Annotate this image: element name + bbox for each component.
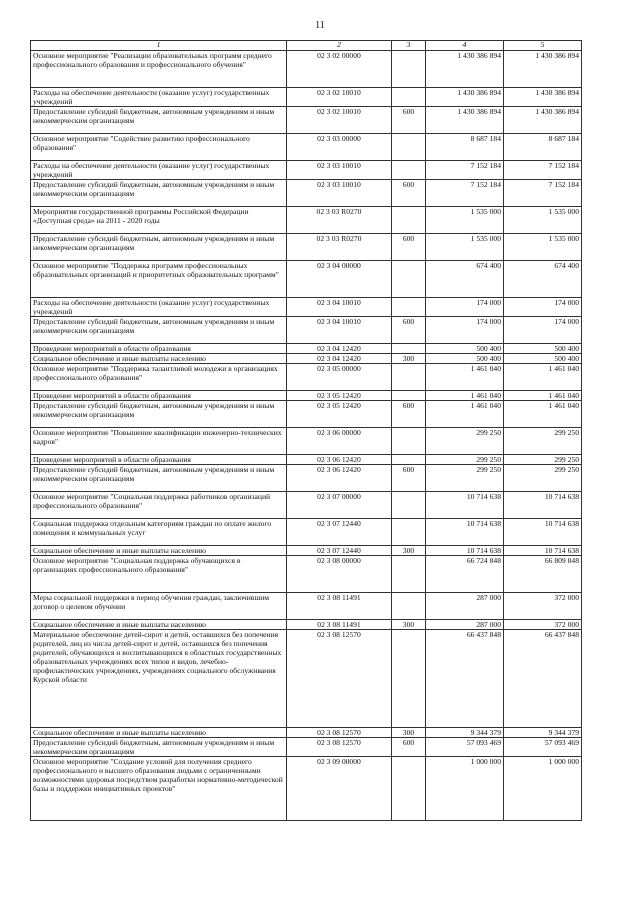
table-row [31, 391, 582, 401]
item-name: Основное мероприятие "Поддержка талантливой молодежи в организациях профессионального образования" [31, 364, 287, 391]
table-row [31, 546, 582, 556]
table-row [31, 161, 582, 180]
expense-type [392, 757, 426, 821]
budget-code: 02 3 08 00000 [287, 556, 392, 593]
budget-code: 02 3 08 11491 [287, 620, 392, 630]
budget-code: 02 3 03 R0270 [287, 207, 392, 234]
item-name: Социальное обеспечение и иные выплаты населению [31, 546, 287, 556]
amount-year-1: 500 400 [426, 354, 504, 364]
expense-type [392, 88, 426, 107]
budget-code: 02 3 06 12420 [287, 465, 392, 492]
amount-year-1: 287 000 [426, 620, 504, 630]
column-header: 1 [31, 41, 287, 51]
amount-year-2: 10 714 638 [504, 492, 582, 519]
amount-year-2: 174 000 [504, 317, 582, 344]
item-name: Предоставление субсидий бюджетным, автономным учреждениям и иным некоммерческим организациям [31, 234, 287, 261]
amount-year-1: 1 461 040 [426, 391, 504, 401]
budget-table [30, 40, 582, 821]
amount-year-2: 9 344 379 [504, 728, 582, 738]
amount-year-1: 66 437 848 [426, 630, 504, 728]
amount-year-1: 1 430 386 894 [426, 107, 504, 134]
budget-code: 02 3 04 10010 [287, 298, 392, 317]
amount-year-1: 7 152 184 [426, 161, 504, 180]
budget-code: 02 3 08 12570 [287, 630, 392, 728]
item-name: Основное мероприятие "Создание условий для получения среднего профессионального и высшего образования людьми с ограниченными возможностями здоровья посредством разработки нормативно-методической базы и поддержки инициативных проектов" [31, 757, 287, 821]
budget-code: 02 3 03 10010 [287, 161, 392, 180]
item-name: Расходы на обеспечение деятельности (оказание услуг) государственных учреждений [31, 88, 287, 107]
page-number: 11 [315, 20, 325, 31]
expense-type: 600 [392, 401, 426, 428]
table-row [31, 317, 582, 344]
budget-code: 02 3 08 11491 [287, 593, 392, 620]
item-name: Социальное обеспечение и иные выплаты населению [31, 728, 287, 738]
item-name: Основное мероприятие "Социальная поддержка работников организаций профессионального образования" [31, 492, 287, 519]
amount-year-1: 57 093 469 [426, 738, 504, 757]
expense-type [392, 51, 426, 88]
expense-type [392, 207, 426, 234]
table-row [31, 519, 582, 546]
amount-year-2: 1 430 386 894 [504, 51, 582, 88]
item-name: Социальная поддержка отдельным категориям граждан по оплате жилого помещения и коммунальных услуг [31, 519, 287, 546]
amount-year-2: 299 250 [504, 465, 582, 492]
amount-year-1: 299 250 [426, 465, 504, 492]
item-name: Основное мероприятие "Поддержка программ профессиональных образовательных организаций и приоритетных образовательных программ" [31, 261, 287, 298]
column-header: 4 [426, 41, 504, 51]
amount-year-2: 8 687 184 [504, 134, 582, 161]
expense-type: 600 [392, 180, 426, 207]
item-name: Предоставление субсидий бюджетным, автономным учреждениям и иным некоммерческим организациям [31, 107, 287, 134]
expense-type [392, 593, 426, 620]
item-name: Проведение мероприятий в области образования [31, 344, 287, 354]
table-row [31, 354, 582, 364]
amount-year-1: 287 000 [426, 593, 504, 620]
amount-year-1: 1 430 386 894 [426, 51, 504, 88]
amount-year-1: 1 535 000 [426, 207, 504, 234]
amount-year-2: 500 400 [504, 354, 582, 364]
amount-year-2: 1 430 386 894 [504, 107, 582, 134]
amount-year-2: 1 535 000 [504, 207, 582, 234]
expense-type: 300 [392, 728, 426, 738]
amount-year-1: 674 400 [426, 261, 504, 298]
item-name: Мероприятия государственной программы Российской Федерации «Доступная среда» на 2011 - 2020 годы [31, 207, 287, 234]
amount-year-1: 1 430 386 894 [426, 88, 504, 107]
amount-year-1: 299 250 [426, 428, 504, 455]
expense-type [392, 391, 426, 401]
amount-year-1: 500 400 [426, 344, 504, 354]
expense-type [392, 492, 426, 519]
table-row [31, 738, 582, 757]
table-row [31, 207, 582, 234]
budget-code: 02 3 03 00000 [287, 134, 392, 161]
item-name: Основное мероприятие "Социальная поддержка обучающихся в организациях профессионального образования" [31, 556, 287, 593]
amount-year-2: 7 152 184 [504, 161, 582, 180]
amount-year-1: 1 461 040 [426, 401, 504, 428]
amount-year-1: 10 714 638 [426, 546, 504, 556]
amount-year-1: 1 461 040 [426, 364, 504, 391]
expense-type: 600 [392, 234, 426, 261]
item-name: Проведение мероприятий в области образования [31, 455, 287, 465]
amount-year-1: 8 687 184 [426, 134, 504, 161]
item-name: Меры социальной поддержки в период обучения граждан, заключившим договор о целевом обучении [31, 593, 287, 620]
budget-code: 02 3 05 12420 [287, 391, 392, 401]
budget-code: 02 3 07 00000 [287, 492, 392, 519]
budget-code: 02 3 03 R0270 [287, 234, 392, 261]
amount-year-2: 7 152 184 [504, 180, 582, 207]
budget-code: 02 3 05 00000 [287, 364, 392, 391]
table-row [31, 344, 582, 354]
amount-year-2: 10 714 638 [504, 546, 582, 556]
budget-code: 02 3 04 12420 [287, 344, 392, 354]
budget-code: 02 3 08 12570 [287, 738, 392, 757]
table-row [31, 88, 582, 107]
table-row [31, 630, 582, 728]
item-name: Предоставление субсидий бюджетным, автономным учреждениям и иным некоммерческим организациям [31, 317, 287, 344]
table-row [31, 261, 582, 298]
column-header: 2 [287, 41, 392, 51]
table-header-row [31, 41, 582, 51]
expense-type [392, 428, 426, 455]
amount-year-1: 174 000 [426, 298, 504, 317]
table-row [31, 234, 582, 261]
table-row [31, 465, 582, 492]
table-row [31, 364, 582, 391]
amount-year-1: 7 152 184 [426, 180, 504, 207]
expense-type [392, 556, 426, 593]
budget-code: 02 3 02 10010 [287, 88, 392, 107]
expense-type: 600 [392, 107, 426, 134]
table-row [31, 556, 582, 593]
expense-type [392, 630, 426, 728]
budget-code: 02 3 07 12440 [287, 546, 392, 556]
item-name: Основное мероприятие "Содействие развитию профессионального образования" [31, 134, 287, 161]
table-row [31, 51, 582, 88]
table-row [31, 298, 582, 317]
item-name: Расходы на обеспечение деятельности (оказание услуг) государственных учреждений [31, 298, 287, 317]
amount-year-2: 1 461 040 [504, 401, 582, 428]
amount-year-2: 674 400 [504, 261, 582, 298]
expense-type [392, 261, 426, 298]
amount-year-1: 1 000 000 [426, 757, 504, 821]
amount-year-2: 299 250 [504, 455, 582, 465]
amount-year-2: 372 000 [504, 620, 582, 630]
budget-code: 02 3 02 00000 [287, 51, 392, 88]
budget-code: 02 3 06 12420 [287, 455, 392, 465]
table-row [31, 620, 582, 630]
budget-code: 02 3 04 12420 [287, 354, 392, 364]
amount-year-2: 372 000 [504, 593, 582, 620]
amount-year-1: 66 724 848 [426, 556, 504, 593]
budget-code: 02 3 04 00000 [287, 261, 392, 298]
item-name: Социальное обеспечение и иные выплаты населению [31, 354, 287, 364]
amount-year-1: 1 535 000 [426, 234, 504, 261]
item-name: Предоставление субсидий бюджетным, автономным учреждениям и иным некоммерческим организациям [31, 180, 287, 207]
budget-code: 02 3 02 10010 [287, 107, 392, 134]
item-name: Предоставление субсидий бюджетным, автономным учреждениям и иным некоммерческим организациям [31, 465, 287, 492]
item-name: Проведение мероприятий в области образования [31, 391, 287, 401]
expense-type: 300 [392, 354, 426, 364]
budget-code: 02 3 09 00000 [287, 757, 392, 821]
table-row [31, 401, 582, 428]
expense-type: 300 [392, 546, 426, 556]
budget-code: 02 3 06 00000 [287, 428, 392, 455]
expense-type [392, 134, 426, 161]
amount-year-2: 10 714 638 [504, 519, 582, 546]
amount-year-1: 174 000 [426, 317, 504, 344]
item-name: Материальное обеспечение детей-сирот и детей, оставшихся без попечения родителей, лиц из числа детей-сирот и детей, оставшихся без попечения родителей, обучающихся и воспитывающихся в областных государственных образовательных учреждениях всех типов и видов, лечебно-профилактических учреждениях, учреждениях социального обслуживания Курской области [31, 630, 287, 728]
amount-year-2: 57 093 469 [504, 738, 582, 757]
table-row [31, 428, 582, 455]
table-row [31, 757, 582, 821]
amount-year-1: 10 714 638 [426, 519, 504, 546]
budget-code: 02 3 03 10010 [287, 180, 392, 207]
budget-code: 02 3 04 10010 [287, 317, 392, 344]
amount-year-2: 299 250 [504, 428, 582, 455]
item-name: Предоставление субсидий бюджетным, автономным учреждениям и иным некоммерческим организациям [31, 738, 287, 757]
item-name: Предоставление субсидий бюджетным, автономным учреждениям и иным некоммерческим организациям [31, 401, 287, 428]
expense-type [392, 161, 426, 180]
item-name: Расходы на обеспечение деятельности (оказание услуг) государственных учреждений [31, 161, 287, 180]
amount-year-2: 66 809 848 [504, 556, 582, 593]
amount-year-1: 299 250 [426, 455, 504, 465]
expense-type: 300 [392, 620, 426, 630]
expense-type [392, 364, 426, 391]
expense-type [392, 344, 426, 354]
table-row [31, 455, 582, 465]
amount-year-1: 10 714 638 [426, 492, 504, 519]
table-row [31, 492, 582, 519]
item-name: Основное мероприятие "Повышение квалификации инженерно-технических кадров" [31, 428, 287, 455]
amount-year-2: 66 437 848 [504, 630, 582, 728]
table-row [31, 107, 582, 134]
expense-type [392, 298, 426, 317]
item-name: Социальное обеспечение и иные выплаты населению [31, 620, 287, 630]
expense-type: 600 [392, 317, 426, 344]
amount-year-2: 1 461 040 [504, 391, 582, 401]
column-header: 5 [504, 41, 582, 51]
amount-year-2: 1 000 000 [504, 757, 582, 821]
budget-code: 02 3 07 12440 [287, 519, 392, 546]
amount-year-1: 9 344 379 [426, 728, 504, 738]
amount-year-2: 1 535 000 [504, 234, 582, 261]
amount-year-2: 1 461 040 [504, 364, 582, 391]
table-row [31, 728, 582, 738]
amount-year-2: 1 430 386 894 [504, 88, 582, 107]
budget-code: 02 3 05 12420 [287, 401, 392, 428]
table-row [31, 180, 582, 207]
budget-code: 02 3 08 12570 [287, 728, 392, 738]
column-header: 3 [392, 41, 426, 51]
item-name: Основное мероприятие "Реализации образовательных программ среднего профессионального образования и профессионального обучения" [31, 51, 287, 88]
expense-type: 600 [392, 465, 426, 492]
table-row [31, 593, 582, 620]
expense-type [392, 455, 426, 465]
amount-year-2: 500 400 [504, 344, 582, 354]
table-row [31, 134, 582, 161]
expense-type: 600 [392, 738, 426, 757]
expense-type [392, 519, 426, 546]
amount-year-2: 174 000 [504, 298, 582, 317]
